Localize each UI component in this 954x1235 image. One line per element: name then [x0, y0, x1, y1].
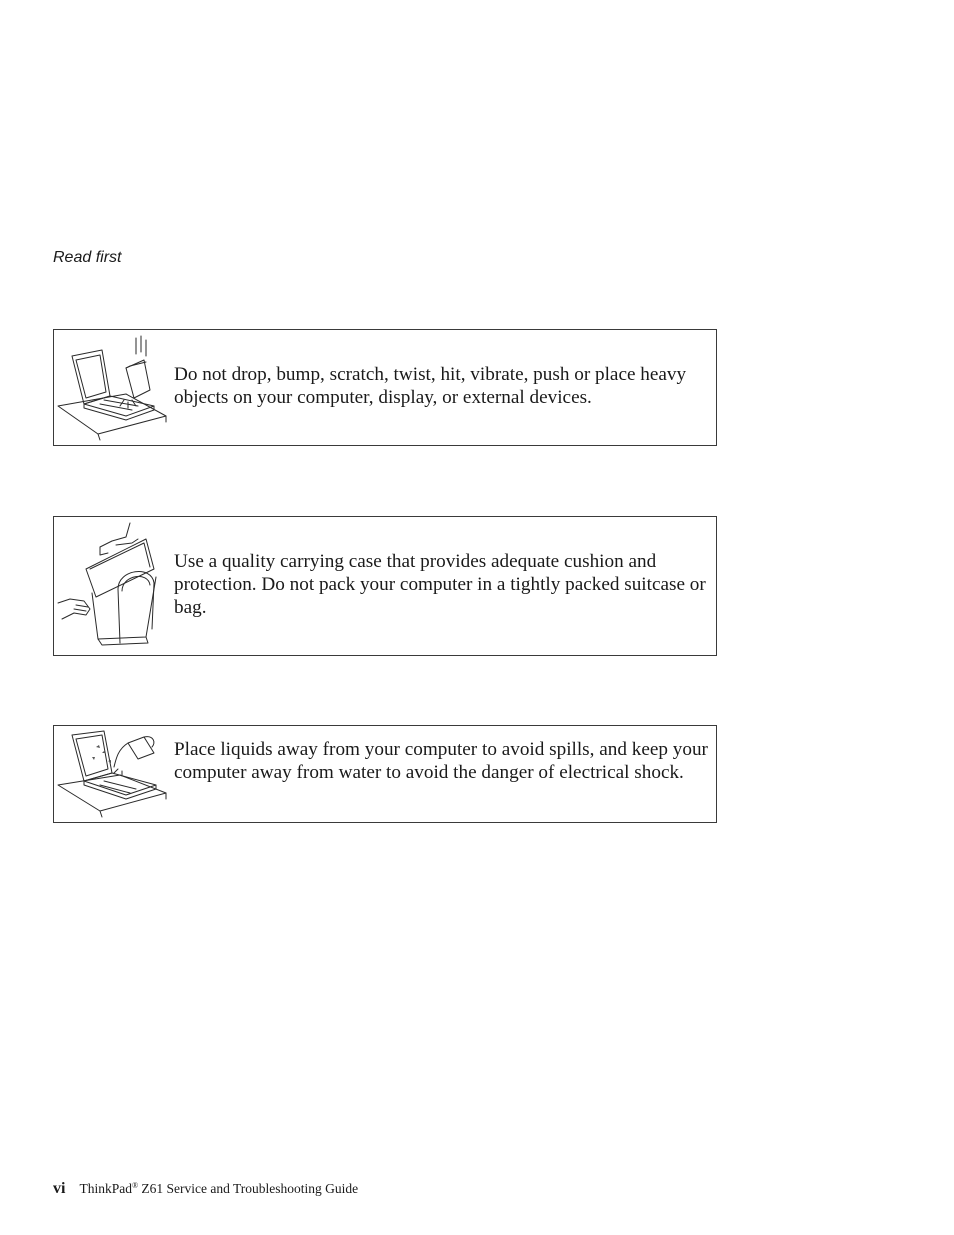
notice-box-liquids	[53, 725, 717, 823]
page-footer	[53, 1180, 358, 1198]
notice-text-liquids: Place liquids away from your computer to avoid spills, and keep your computer away from water to avoid the danger of electrical shock.	[174, 739, 708, 783]
notice-text-handling: Do not drop, bump, scratch, twist, hit, vibrate, push or place heavy objects on your computer, display, or external devices.	[174, 364, 687, 408]
notice-text-carrying-case: Use a quality carrying case that provides adequate cushion and protection. Do not pack your computer in a tightly packed suitcase or bag.	[174, 551, 706, 618]
notice-box-carrying-case	[53, 516, 717, 656]
footer-title: Z61 Service and Troubleshooting Guide	[138, 1181, 359, 1196]
liquid-spill-icon	[56, 729, 170, 819]
carrying-case-icon	[56, 519, 170, 653]
trademark-symbol: ®	[131, 1181, 139, 1190]
footer-brand: ThinkPad	[79, 1181, 132, 1196]
page-number: vi	[53, 1180, 66, 1197]
running-head: Read first	[53, 249, 122, 266]
laptop-drop-icon	[56, 334, 170, 444]
notice-box-handling	[53, 329, 717, 446]
